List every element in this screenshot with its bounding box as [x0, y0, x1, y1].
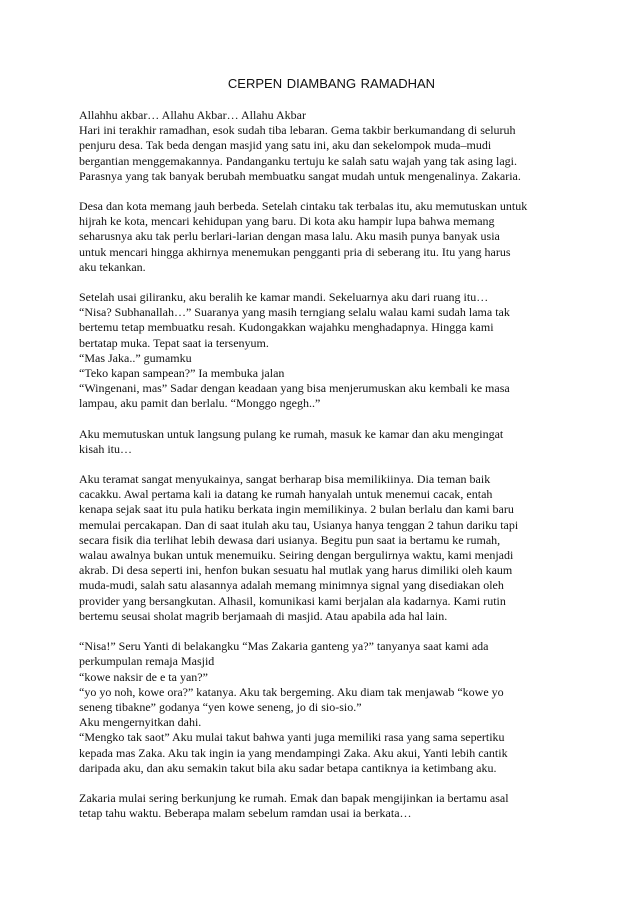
- text-line: “kowe naksir de e ta yan?”: [79, 669, 208, 684]
- paragraph-2: [79, 199, 578, 275]
- text-line: bergantian menggemakannya. Pandanganku tertuju ke salah satu wajah yang tak asing lagi.: [79, 153, 517, 168]
- text-line: hijrah ke kota, mencari kehidupan yang baru. Di kota aku hampir lupa bahwa memang: [79, 214, 495, 229]
- text-line: “Wingenani, mas” Sadar dengan keadaan yang bisa menjerumuskan aku kembali ke masa: [79, 381, 510, 396]
- text-line: “Teko kapan sampean?” Ia membuka jalan: [79, 366, 285, 381]
- document-body: [79, 108, 578, 821]
- text-line: “Nisa!” Seru Yanti di belakangku “Mas Zakaria ganteng ya?” tanyanya saat kami ada: [79, 639, 489, 654]
- text-line: perkumpulan remaja Masjid: [79, 654, 215, 669]
- text-line: provider yang bersangkutan. Alhasil, komunikasi kami berjalan ala kadarnya. Kami rutin: [79, 593, 506, 608]
- paragraph-6: [79, 639, 578, 776]
- text-line: Parasnya yang tak banyak berubah membuatku sangat mudah untuk mengenalinya. Zakaria.: [79, 168, 521, 183]
- text-line: bertemu seusai sholat magrib berjamaah di masjid. Atau apabila ada hal lain.: [79, 608, 448, 623]
- paragraph-4: [79, 427, 578, 457]
- text-line: bertemu tetap membuatku resah. Kudongakkan wajahku menghadapnya. Hingga kami: [79, 320, 494, 335]
- text-line: Desa dan kota memang jauh berbeda. Setelah cintaku tak terbalas itu, aku memutuskan untuk: [79, 199, 528, 214]
- text-line: untuk mencari hingga akhirnya menemukan pengganti pria di seberang itu. Itu yang harus: [79, 244, 511, 259]
- text-line: aku tekankan.: [79, 259, 146, 274]
- paragraph-7: [79, 791, 578, 821]
- text-line: Aku mengernyitkan dahi.: [79, 715, 202, 730]
- text-line: Allahhu akbar… Allahu Akbar… Allahu Akbar: [79, 108, 306, 122]
- text-line: “Nisa? Subhanallah…” Suaranya yang masih terngiang selalu walau kami sudah lama tak: [79, 305, 510, 320]
- text-line: bertatap muka. Tepat saat ia tersenyum.: [79, 335, 269, 350]
- text-line: kepada mas Zaka. Aku tak ingin ia yang mendampingi Zaka. Aku akui, Yanti lebih cantik: [79, 745, 508, 760]
- text-line: secara fisik dia terlihat lebih dewasa dari usianya. Begitu pun saat ia bertamu ke rumah,: [79, 532, 501, 547]
- text-line: muda-mudi, salah satu alasannya adalah memang minimnya signal yang disediakan oleh: [79, 578, 504, 593]
- text-line: kisah itu…: [79, 441, 132, 456]
- text-line: seneng tibakne” godanya “yen kowe seneng, jo di sio-sio.”: [79, 699, 362, 714]
- text-line: kenapa sejak saat itu pula hatiku berkata ingin memilikinya. 2 bulan berlalu dan kami baru: [79, 502, 514, 517]
- text-line: Hari ini terakhir ramadhan, esok sudah tiba lebaran. Gema takbir berkumandang di seluruh: [79, 123, 516, 138]
- document-title: CERPEN DIAMBANG RAMADHAN: [227, 76, 436, 91]
- text-line: daripada aku, dan aku semakin takut bila aku sadar betapa cantiknya ia ketimbang aku.: [79, 760, 497, 775]
- paragraph-3: [79, 290, 578, 412]
- text-line: “Mengko tak saot” Aku mulai takut bahwa yanti juga memiliki rasa yang sama sepertiku: [79, 730, 505, 745]
- text-line: “yo yo noh, kowe ora?” katanya. Aku tak bergeming. Aku diam tak menjawab “kowe yo: [79, 684, 504, 699]
- text-line: Aku memutuskan untuk langsung pulang ke rumah, masuk ke kamar dan aku mengingat: [79, 426, 504, 441]
- text-line: Setelah usai giliranku, aku beralih ke kamar mandi. Sekeluarnya aku dari ruang itu…: [79, 290, 489, 305]
- text-line: Aku teramat sangat menyukainya, sangat berharap bisa memilikiinya. Dia teman baik: [79, 472, 491, 487]
- text-line: memulai percakapan. Dan di saat itulah aku tau, Usianya hanya tenggan 2 tahun dariku tapi: [79, 517, 519, 532]
- text-line: “Mas Jaka..” gumamku: [79, 350, 192, 365]
- paragraph-1: [79, 108, 578, 184]
- text-line: cacakku. Awal pertama kali ia datang ke rumah hanyalah untuk menemui cacak, entah: [79, 487, 493, 502]
- text-line: walau awalnya bukan untuk menemuiku. Seiring dengan bergulirnya waktu, kami menjadi: [79, 548, 514, 563]
- paragraph-5: [79, 472, 578, 624]
- text-line: seharusnya aku tak perlu berlari-larian dengan masa lalu. Aku masih punya banyak usia: [79, 229, 500, 244]
- text-line: tetap tahu waktu. Beberapa malam sebelum ramdan usai ia berkata…: [79, 806, 412, 821]
- text-line: penjuru desa. Tak beda dengan masjid yang satu ini, aku dan sekelompok muda–mudi: [79, 138, 492, 153]
- text-line: lampau, aku pamit dan berlalu. “Monggo ngegh..”: [79, 396, 321, 411]
- text-line: Zakaria mulai sering berkunjung ke rumah. Emak dan bapak mengijinkan ia bertamu asal: [79, 790, 509, 805]
- text-line: akrab. Di desa seperti ini, henfon bukan sesuatu hal mutlak yang harus dimiliki oleh kaum: [79, 563, 513, 578]
